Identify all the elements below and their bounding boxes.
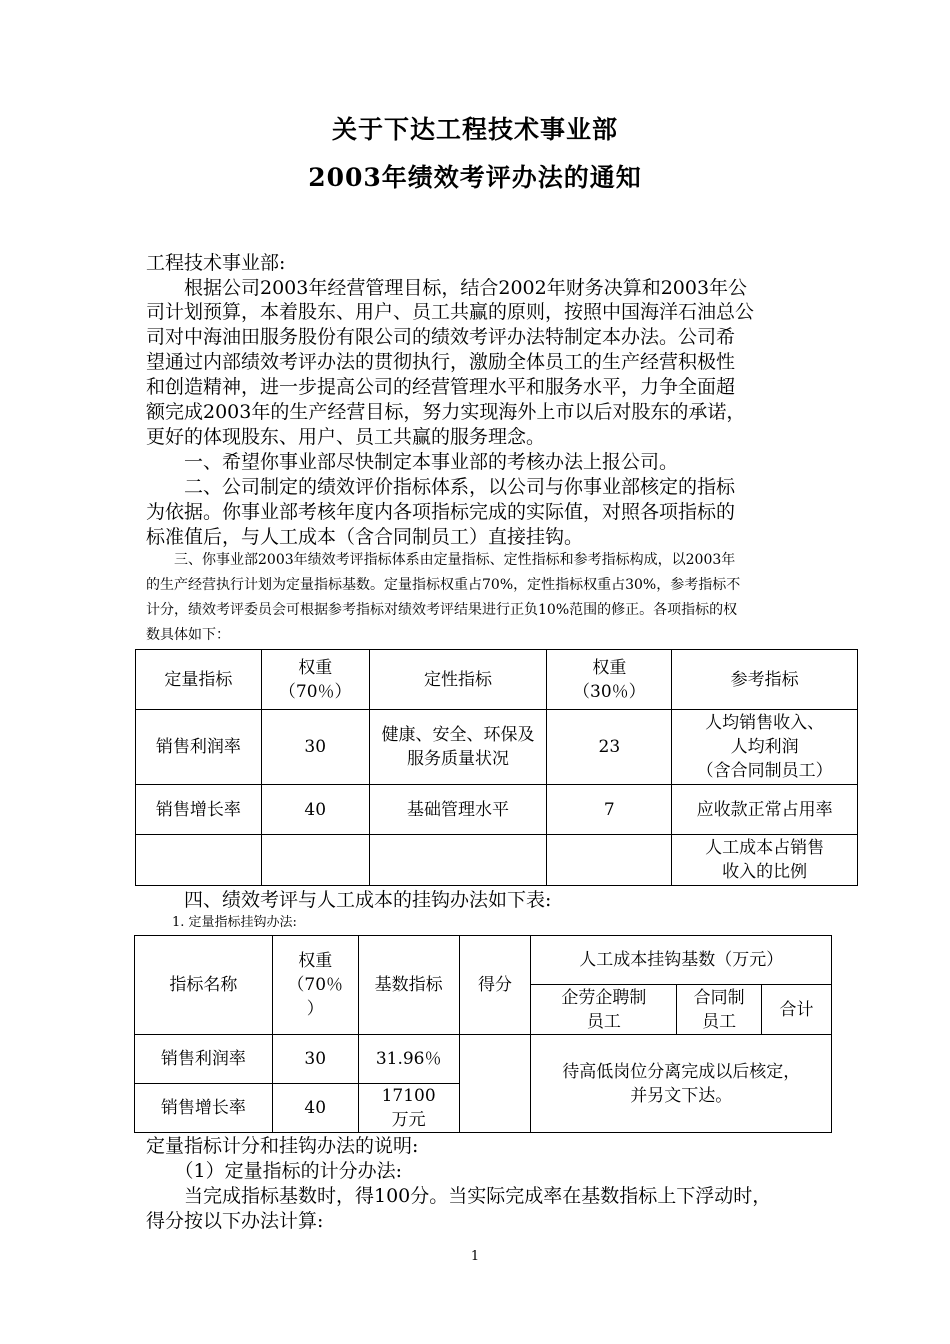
section-4-sub: 1. 定量指标挂钩办法: xyxy=(146,915,297,930)
explain-line: 得分按以下办法计算: xyxy=(146,1210,324,1232)
header-indicator-name: 指标名称 xyxy=(135,936,273,1035)
header-weight-pct: （70％） xyxy=(278,681,352,702)
header-weight-pct: （30％） xyxy=(573,681,646,702)
para1-line: 根据公司2003年经营管理目标，结合2002年财务决算和2003年公 xyxy=(146,277,748,299)
item-3-line: 三、你事业部2003年绩效考评指标体系由定量指标、定性指标和参考指标构成，以2003年 xyxy=(146,552,736,568)
cell-weight: 23 xyxy=(547,710,672,785)
header-weight-70 xyxy=(261,650,369,710)
page-number: 1 xyxy=(470,1249,480,1264)
item-1: 一、希望你事业部尽快制定本事业部的考核办法上报公司。 xyxy=(146,451,679,473)
cell-line: 万元 xyxy=(391,1110,426,1130)
header-total: 合计 xyxy=(762,985,832,1035)
explain-sub-1: （1）定量指标的计分办法: xyxy=(146,1160,402,1182)
header-weight xyxy=(272,936,358,1035)
cell-weight: 40 xyxy=(272,1084,358,1133)
cell-line: 健康、安全、环保及 xyxy=(381,725,535,745)
cell-line: ） xyxy=(306,999,324,1019)
cell-line: 待高低岗位分离完成以后核定， xyxy=(562,1061,801,1082)
cell-name: 销售利润率 xyxy=(135,1035,273,1084)
title-line-2: 2003年绩效考评办法的通知 xyxy=(308,163,642,192)
cell-line: 员工 xyxy=(586,1011,621,1032)
cell-base xyxy=(358,1084,459,1133)
table-row xyxy=(136,835,858,886)
cell-line: 员工 xyxy=(702,1011,737,1032)
para1-line: 和创造精神，进一步提高公司的经营管理水平和服务水平，力争全面超 xyxy=(146,376,736,398)
cell-empty xyxy=(369,835,547,886)
item-3-line: 计分，绩效考评委员会可根据参考指标对绩效考评结果进行正负10%范围的修正。各项指标的权 xyxy=(146,602,738,618)
cell-line: （70％ xyxy=(287,975,344,995)
para1-line: 更好的体现股东、用户、员工共赢的服务理念。 xyxy=(146,426,546,448)
cell-hse xyxy=(369,710,547,785)
table-row xyxy=(136,785,858,835)
item-2-line: 标准值后，与人工成本（含合同制员工）直接挂钩。 xyxy=(146,526,584,548)
cell-weight: 40 xyxy=(261,785,369,835)
para1-line: 司计划预算，本着股东、用户、员工共赢的原则，按照中国海洋石油总公 xyxy=(146,301,755,323)
cell-note xyxy=(531,1035,832,1133)
header-weight-30 xyxy=(547,650,672,710)
header-enterprise-staff xyxy=(531,985,677,1035)
cell-line: 服务质量状况 xyxy=(407,749,510,769)
para1-line: 望通过内部绩效考评办法的贯彻执行，激励全体员工的生产经营积极性 xyxy=(146,351,736,373)
cell-line: 权重 xyxy=(298,951,333,971)
header-weight-label: 权重 xyxy=(592,657,627,678)
header-weight-label: 权重 xyxy=(298,657,333,678)
cell-weight: 7 xyxy=(547,785,672,835)
table-row xyxy=(135,1035,832,1084)
header-score: 得分 xyxy=(459,936,531,1035)
indicator-weight-table xyxy=(135,649,858,886)
cell-line: 人均销售收入、 xyxy=(705,713,825,733)
item-3-line: 数具体如下： xyxy=(146,627,230,643)
labor-cost-table xyxy=(134,935,832,1133)
cell-empty xyxy=(261,835,369,886)
cell-line: 收入的比例 xyxy=(722,862,808,882)
salutation: 工程技术事业部: xyxy=(146,252,286,274)
title-line-1: 关于下达工程技术事业部 xyxy=(331,115,618,144)
table-row xyxy=(136,710,858,785)
cell-sales-growth-rate: 销售增长率 xyxy=(136,785,262,835)
cell-line: 人均利润 xyxy=(730,737,799,757)
cell-reference xyxy=(672,710,858,785)
cell-base: 31.96％ xyxy=(358,1035,459,1084)
cell-line: 人工成本占销售 xyxy=(705,838,825,858)
cell-weight: 30 xyxy=(261,710,369,785)
header-contract-staff xyxy=(677,985,762,1035)
header-qualitative: 定性指标 xyxy=(369,650,547,710)
cell-score xyxy=(459,1035,531,1133)
cell-empty xyxy=(136,835,262,886)
item-2-line: 为依据。你事业部考核年度内各项指标完成的实际值，对照各项指标的 xyxy=(146,501,736,523)
explain-line: 当完成指标基数时，得100分。当实际完成率在基数指标上下浮动时， xyxy=(146,1185,772,1207)
cell-line: 并另文下达。 xyxy=(630,1085,733,1106)
cell-line: （含合同制员工） xyxy=(696,761,833,781)
header-reference: 参考指标 xyxy=(672,650,858,710)
header-base-indicator: 基数指标 xyxy=(358,936,459,1035)
cell-reference: 应收款正常占用率 xyxy=(672,785,858,835)
header-labor-cost: 人工成本挂钩基数（万元） xyxy=(531,936,832,985)
cell-basic-management: 基础管理水平 xyxy=(369,785,547,835)
section-4-heading: 四、绩效考评与人工成本的挂钩办法如下表: xyxy=(146,889,552,911)
cell-reference xyxy=(672,835,858,886)
cell-line: 企劳企聘制 xyxy=(561,987,647,1008)
cell-line: 17100 xyxy=(381,1086,436,1106)
cell-sales-profit-rate: 销售利润率 xyxy=(136,710,262,785)
cell-empty xyxy=(547,835,672,886)
explain-heading: 定量指标计分和挂钩办法的说明: xyxy=(146,1135,419,1157)
para1-line: 额完成2003年的生产经营目标，努力实现海外上市以后对股东的承诺， xyxy=(146,401,746,423)
cell-name: 销售增长率 xyxy=(135,1084,273,1133)
item-3-line: 的生产经营执行计划为定量指标基数。定量指标权重占70%，定性指标权重占30%，参考指标不 xyxy=(146,577,741,593)
cell-weight: 30 xyxy=(272,1035,358,1084)
header-quantitative: 定量指标 xyxy=(136,650,262,710)
item-2-line: 二、公司制定的绩效评价指标体系，以公司与你事业部核定的指标 xyxy=(146,476,736,498)
para1-line: 司对中海油田服务股份有限公司的绩效考评办法特制定本办法。公司希 xyxy=(146,326,736,348)
cell-line: 合同制 xyxy=(693,987,745,1008)
